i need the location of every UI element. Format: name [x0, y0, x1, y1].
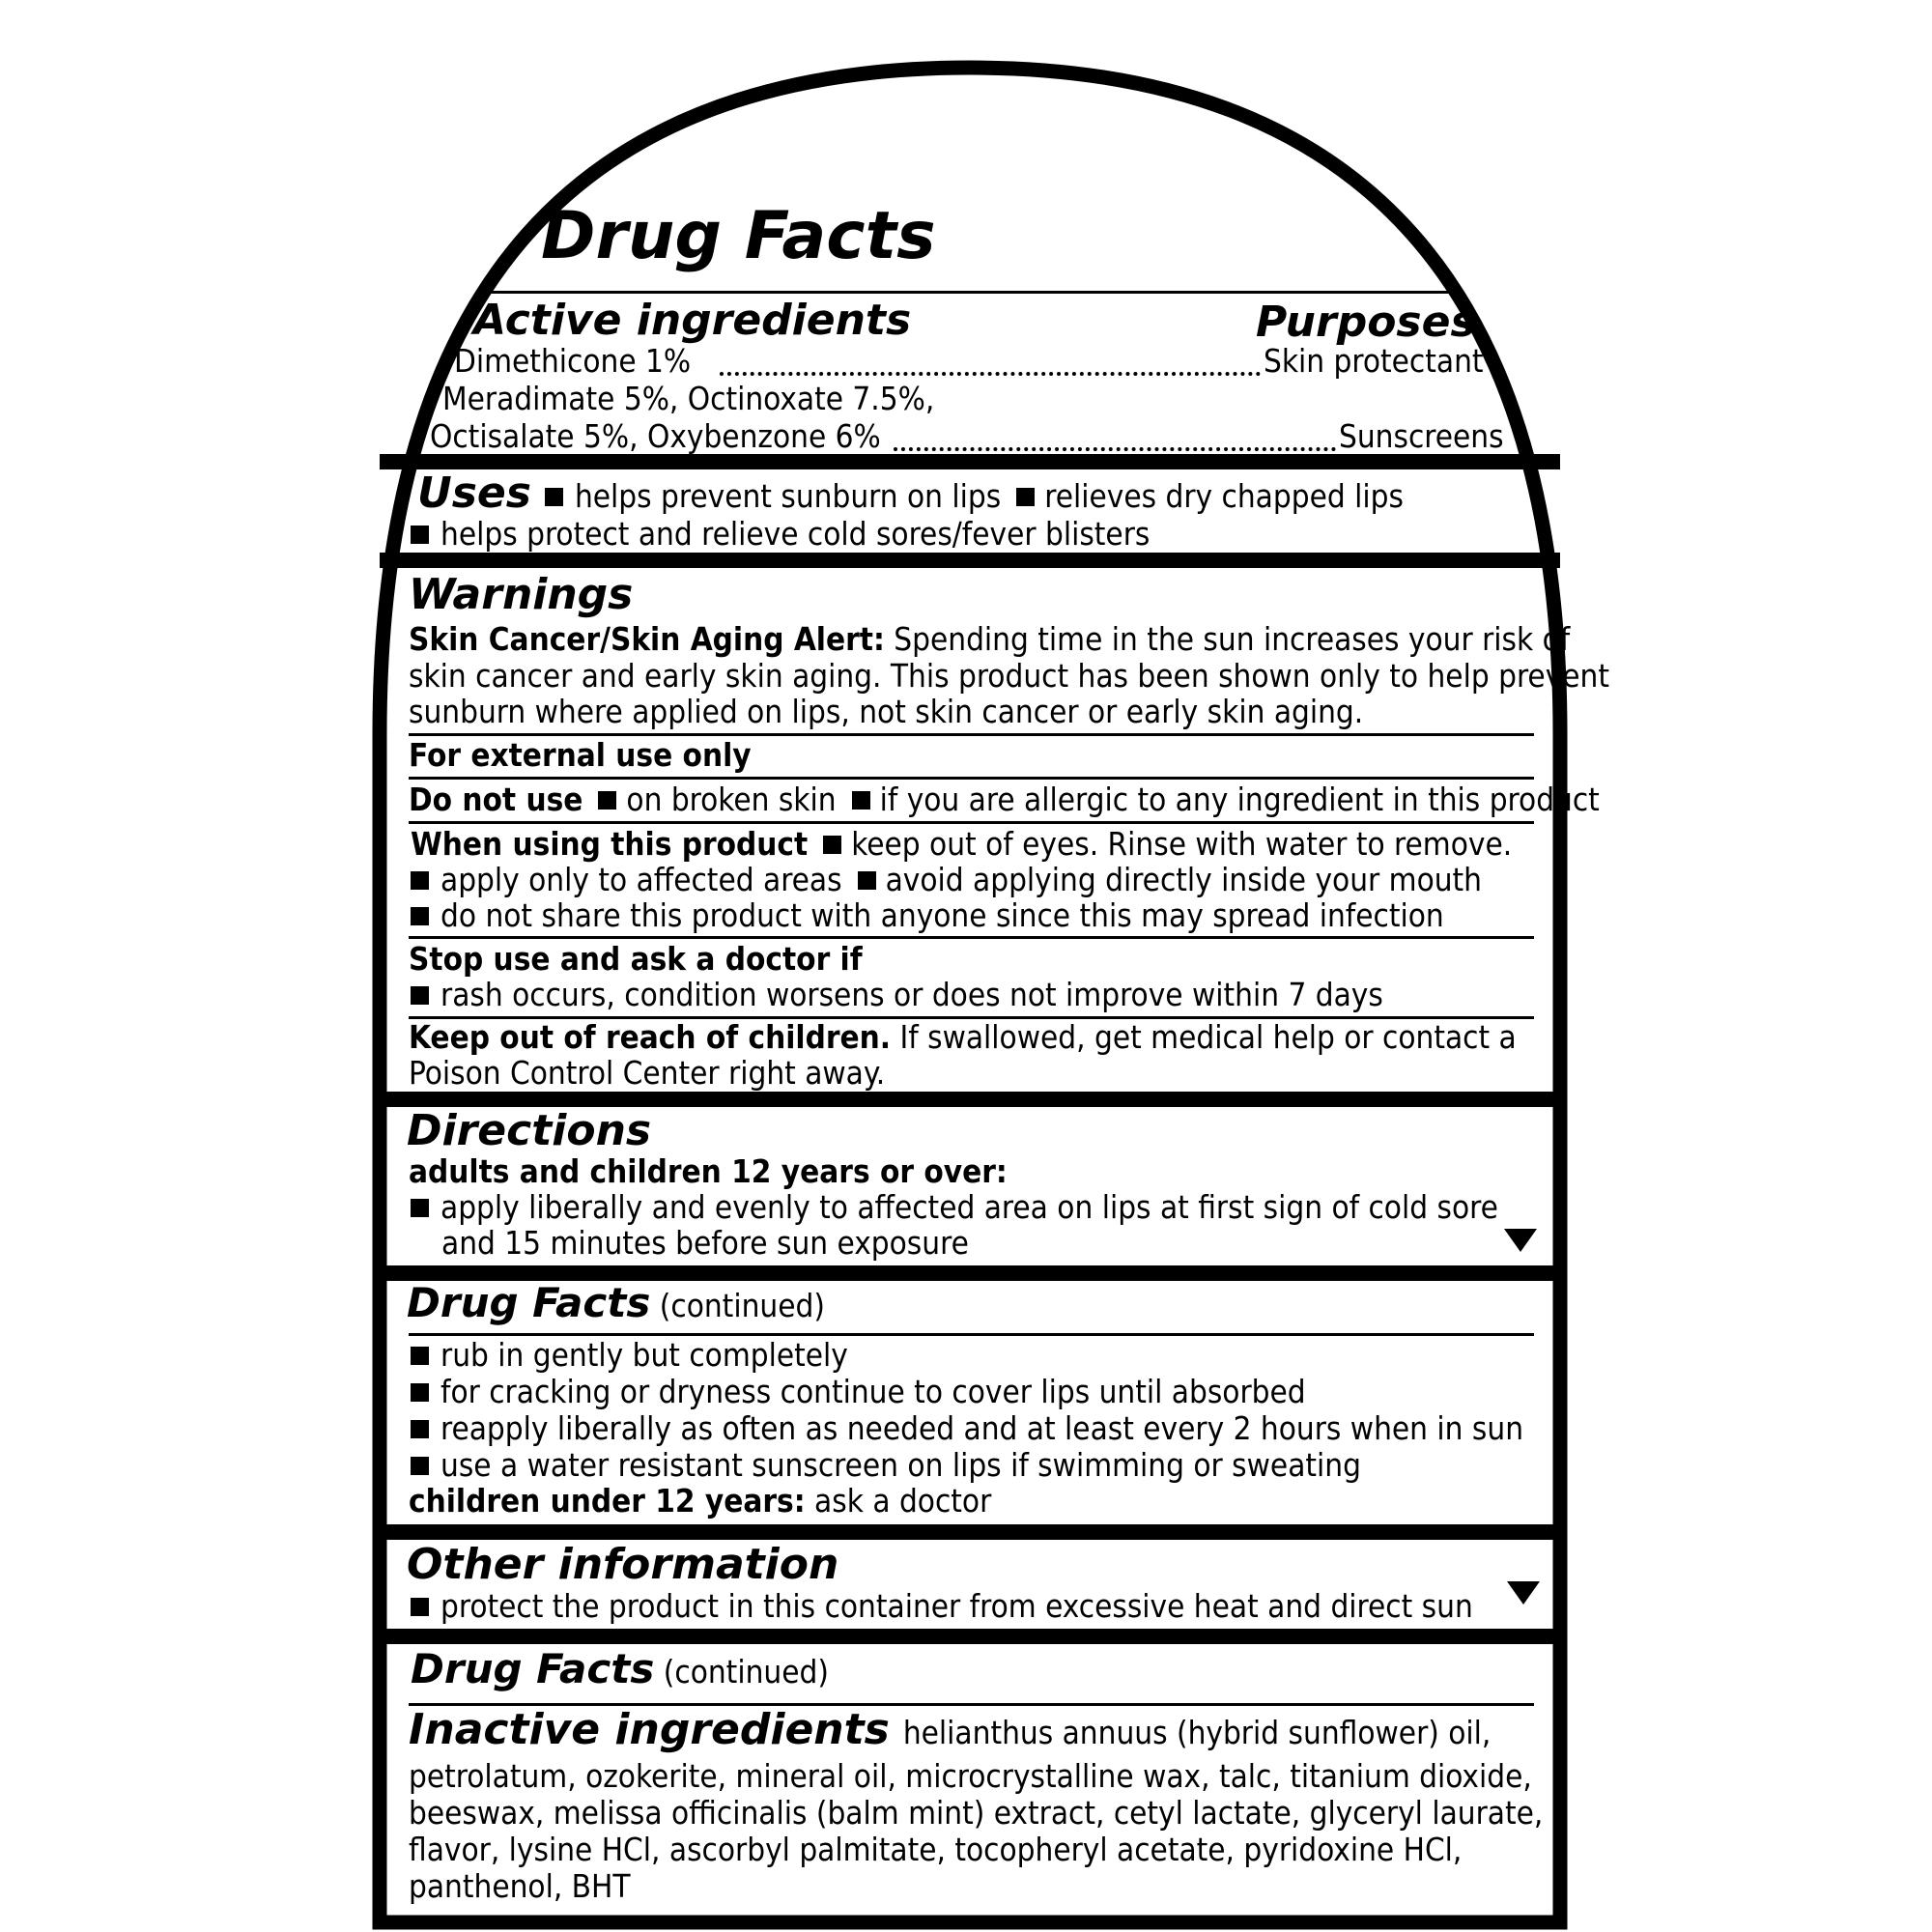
uses-line: [417, 469, 1404, 518]
continue-arrow-icon: [1507, 1581, 1540, 1605]
continued-heading-line: [407, 1279, 825, 1326]
children-line: [409, 1483, 991, 1520]
when-using-item: keep out of eyes. Rinse with water to remove.: [851, 825, 1513, 863]
inactive-text: beeswax, melissa officinalis (balm mint) extract, cetyl lactate, glyceryl laurate,: [409, 1794, 1544, 1832]
bullet-icon: [598, 791, 616, 810]
bullet-icon: [858, 871, 876, 890]
uses-item: helps prevent sunburn on lips: [574, 477, 1002, 515]
continued-line: [411, 1337, 848, 1374]
continued-heading: Drug Facts: [407, 1279, 651, 1326]
inactive-text: helianthus annuus (hybrid sunflower) oil,: [902, 1714, 1492, 1751]
bullet-icon: [411, 1383, 429, 1402]
divider-warnings-directions: [380, 1092, 1560, 1107]
bullet-icon: [411, 1420, 429, 1438]
divider-continued-other: [380, 1524, 1560, 1540]
uses-line: [411, 516, 1150, 553]
inactive-ingredients-heading: Inactive ingredients: [409, 1705, 890, 1754]
bullet-icon: [411, 1598, 429, 1616]
when-using-item: avoid applying directly inside your mouth: [885, 861, 1483, 898]
warnings-rule: [409, 936, 1534, 939]
warnings-heading: Warnings: [409, 570, 634, 619]
other-line: [411, 1588, 1473, 1625]
bullet-icon: [852, 791, 870, 810]
inactive-line: [409, 1705, 1492, 1754]
stop-use-line: [411, 977, 1383, 1013]
alert-bold: Skin Cancer/Skin Aging Alert:: [409, 620, 885, 658]
bullet-icon: [411, 907, 429, 925]
bullet-icon: [411, 986, 429, 1005]
active-row-ingredient: Meradimate 5%, Octinoxate 7.5%,: [442, 380, 935, 417]
active-ingredients-heading: Active ingredients: [473, 296, 912, 345]
page-title: Drug Facts: [541, 198, 936, 274]
bullet-icon: [411, 871, 429, 890]
adults-bold: adults and children 12 years or over:: [409, 1152, 1008, 1190]
active-row-purpose: Skin protectant: [1264, 342, 1484, 380]
title-rule: [483, 291, 1454, 294]
other-item: protect the product in this container from excessive heat and direct sun: [440, 1587, 1473, 1625]
inactive-text: flavor, lysine HCl, ascorbyl palmitate, tocopheryl acetate, pyridoxine HCl,: [409, 1831, 1463, 1868]
uses-heading: Uses: [417, 469, 531, 518]
dot-leader: [720, 372, 1261, 376]
bullet-icon: [411, 1347, 429, 1365]
divider-active-uses: [380, 454, 1560, 469]
directions-item: and 15 minutes before sun exposure: [441, 1224, 969, 1262]
when-using-line: [411, 897, 1444, 934]
do-not-use-item: if you are allergic to any ingredient in this product: [879, 781, 1600, 818]
stop-use-bold: Stop use and ask a doctor if: [409, 940, 863, 978]
when-using-item: apply only to affected areas: [440, 861, 842, 898]
alert-text: Spending time in the sun increases your risk of: [894, 620, 1571, 658]
alert-text: sunburn where applied on lips, not skin cancer or early skin aging.: [409, 693, 1364, 730]
divider-other-continued: [380, 1629, 1560, 1644]
divider-uses-warnings: [380, 553, 1560, 568]
when-using-item: do not share this product with anyone since this may spread infection: [440, 896, 1444, 934]
when-using-line: [411, 826, 1512, 863]
purposes-heading: Purposes: [1256, 298, 1476, 347]
when-using-line: [411, 862, 1482, 898]
keep-out-bold: Keep out of reach of children.: [409, 1018, 892, 1056]
continued-suffix: (continued): [663, 1653, 829, 1690]
uses-item: relieves dry chapped lips: [1044, 477, 1404, 515]
bullet-icon: [823, 836, 841, 854]
continue-arrow-icon: [1504, 1229, 1537, 1252]
inactive-text: petrolatum, ozokerite, mineral oil, microcrystalline wax, talc, titanium dioxide,: [409, 1757, 1532, 1795]
when-using-bold: When using this product: [411, 825, 809, 863]
dot-leader: [894, 447, 1336, 451]
continued-item: rub in gently but completely: [440, 1336, 848, 1374]
children-text: ask a doctor: [814, 1482, 992, 1520]
bullet-icon: [411, 526, 429, 544]
active-row-ingredient: Octisalate 5%, Oxybenzone 6%: [430, 417, 881, 455]
continued-item: for cracking or dryness continue to cover lips until absorbed: [440, 1373, 1306, 1410]
keep-out-text: If swallowed, get medical help or contact a: [899, 1018, 1517, 1056]
other-information-heading: Other information: [407, 1540, 839, 1589]
keep-out-text: Poison Control Center right away.: [409, 1054, 886, 1092]
uses-item: helps protect and relieve cold sores/fever blisters: [440, 515, 1151, 553]
directions-heading: Directions: [407, 1106, 652, 1155]
continued-item: use a water resistant sunscreen on lips if swimming or sweating: [440, 1446, 1361, 1484]
do-not-use-bold: Do not use: [409, 781, 583, 818]
continued-line: [411, 1374, 1306, 1410]
active-row-ingredient: Dimethicone 1%: [454, 342, 692, 380]
keep-out-line: [409, 1019, 1517, 1056]
bullet-icon: [411, 1457, 429, 1475]
bullet-icon: [545, 488, 563, 506]
continued-line: [411, 1410, 1523, 1447]
bullet-icon: [1016, 488, 1035, 506]
warnings-rule: [409, 777, 1534, 780]
continued-heading-line: [411, 1645, 829, 1692]
alert-text: skin cancer and early skin aging. This product has been shown only to help prevent: [409, 657, 1609, 695]
alert-line: [409, 621, 1570, 658]
warnings-rule: [409, 821, 1534, 824]
continued-heading: Drug Facts: [411, 1645, 655, 1692]
continued-suffix: (continued): [659, 1287, 825, 1324]
continued-line: [411, 1447, 1361, 1484]
stop-use-item: rash occurs, condition worsens or does not improve within 7 days: [440, 976, 1383, 1013]
directions-line: [411, 1189, 1498, 1226]
children-bold: children under 12 years:: [409, 1482, 806, 1520]
external-use-only: For external use only: [409, 736, 752, 774]
do-not-use-item: on broken skin: [626, 781, 837, 818]
directions-item: apply liberally and evenly to affected area on lips at first sign of cold sore: [440, 1188, 1498, 1226]
continued-item: reapply liberally as often as needed and at least every 2 hours when in sun: [440, 1409, 1524, 1447]
inactive-text: panthenol, BHT: [409, 1867, 631, 1905]
active-row-purpose: Sunscreens: [1339, 417, 1504, 455]
bullet-icon: [411, 1199, 429, 1217]
do-not-use-line: [409, 781, 1600, 818]
